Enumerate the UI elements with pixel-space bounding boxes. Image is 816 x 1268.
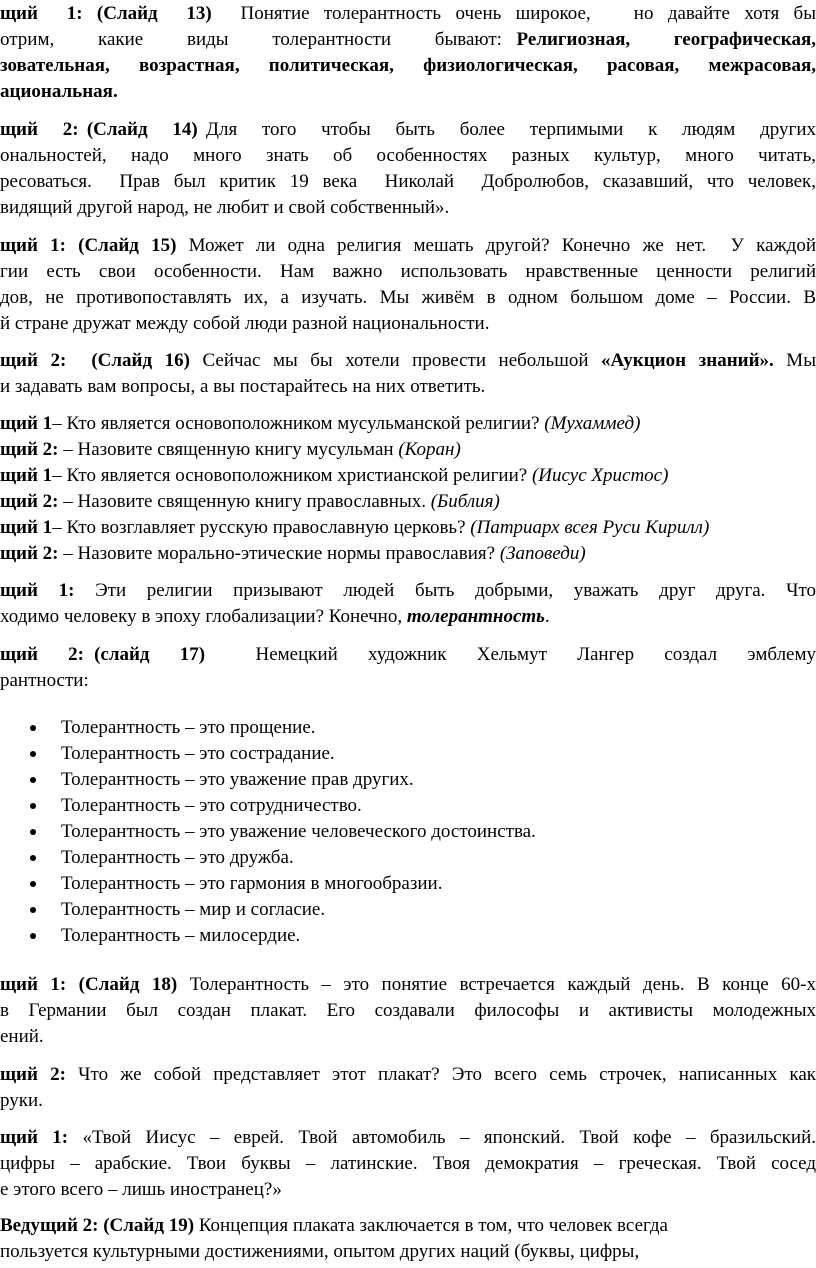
list-item: [0, 742, 816, 768]
answer-text: (Коран): [398, 439, 461, 460]
line-text: Для того чтобы быть более терпимыми к людям других: [197, 119, 816, 140]
answer-text: (Патриарх всея Руси Кирилл): [470, 517, 710, 538]
text-line: ений.: [0, 1026, 44, 1047]
bullet-icon: [30, 725, 36, 731]
list-item-text: Толерантность – мир и согласие.: [61, 899, 326, 920]
qa-line: [0, 490, 816, 516]
text-line: [0, 234, 816, 260]
list-item: [0, 794, 816, 820]
list-item: [0, 716, 816, 742]
text-line: гии есть свои особенности. Нам важно использовать нравственные ценности религий: [0, 261, 816, 282]
speaker-label: щий 1: [0, 517, 53, 538]
speaker-label: щий 1: (Слайд 18): [0, 974, 178, 995]
list-item-text: Толерантность – это дружба.: [61, 847, 294, 868]
text-line: й стране дружат между собой люди разной национальности.: [0, 313, 490, 334]
answer-text: (Библия): [430, 491, 500, 512]
speaker-label: щий 1:: [0, 580, 75, 601]
line-text: Концепция плаката заключается в том, что человек всегда: [194, 1215, 668, 1236]
text-line: ациональная.: [0, 81, 118, 102]
line-text: ходимо человеку в эпоху глобализации? Конечно,: [0, 606, 407, 627]
question-text: – Назовите священную книгу православных.: [58, 491, 431, 512]
list-item-text: Толерантность – это гармония в многообразии.: [61, 873, 443, 894]
question-text: – Кто возглавляет русскую православную церковь?: [52, 517, 471, 538]
text-line: [0, 643, 816, 669]
line-text: Сейчас мы бы хотели провести небольшой: [189, 350, 602, 371]
answer-text: (Иисус Христос): [531, 465, 669, 486]
list-item: [0, 846, 816, 872]
text-line: [0, 118, 816, 144]
line-text: .: [544, 606, 550, 627]
list-item: [0, 820, 816, 846]
text-line: руки.: [0, 1090, 43, 1111]
text-line: [0, 605, 816, 631]
line-text: Мы: [773, 350, 816, 371]
question-text: – Назовите священную книгу мусульман: [58, 439, 399, 460]
question-text: – Кто является основоположником христианской религии?: [52, 465, 532, 486]
text-line: дов, не противопоставлять их, а изучать. Мы живём в одном большом доме – России. В: [0, 287, 816, 308]
speaker-label: щий 2:: [0, 543, 59, 564]
bullet-icon: [30, 829, 36, 835]
qa-line: [0, 542, 816, 568]
speaker-label: щий 1: (Слайд 13): [0, 3, 212, 24]
speaker-label: щий 1: [0, 413, 53, 434]
answer-text: (Заповеди): [499, 543, 586, 564]
speaker-label: щий 1: (Слайд 15): [0, 235, 177, 256]
bullet-icon: [30, 751, 36, 757]
auction-title: «Аукцион знаний».: [601, 350, 774, 371]
list-item: [0, 924, 816, 950]
qa-line: [0, 516, 816, 542]
list-item: [0, 872, 816, 898]
text-line: пользуется культурными достижениями, опытом других наций (буквы, цифры,: [0, 1241, 640, 1262]
answer-text: (Мухаммед): [544, 413, 641, 434]
bullet-icon: [30, 933, 36, 939]
speaker-label: щий 2:: [0, 439, 59, 460]
tolerance-types: Религиозная, географическая,: [516, 29, 816, 50]
qa-line: [0, 438, 816, 464]
list-item: [0, 768, 816, 794]
list-item-text: Толерантность – это сотрудничество.: [61, 795, 362, 816]
bullet-icon: [30, 777, 36, 783]
list-item-text: Толерантность – это уважение прав других.: [61, 769, 414, 790]
question-text: – Назовите морально-этические нормы православия?: [58, 543, 500, 564]
text-line: видящий другой народ, не любит и свой собственный».: [0, 197, 450, 218]
speaker-label: щий 1: [0, 465, 53, 486]
text-line: е этого всего – лишь иностранец?»: [0, 1179, 282, 1200]
bullet-icon: [30, 881, 36, 887]
qa-line: [0, 464, 816, 490]
speaker-label: щий 2:: [0, 491, 59, 512]
line-text: Толерантность – это понятие встречается каждый день. В конце 60-х: [177, 974, 816, 995]
line-text: Эти религии призывают людей быть добрыми, уважать друг друга. Что: [74, 580, 816, 601]
text-line: зовательная, возрастная, политическая, физиологическая, расовая, межрасовая,: [0, 55, 816, 76]
speaker-label: щий 1:: [0, 1127, 69, 1148]
line-text: Может ли одна религия мешать другой? Конечно же нет. У каждой: [176, 235, 816, 256]
text-line: и задавать вам вопросы, а вы постарайтесь на них ответить.: [0, 376, 486, 397]
text-line: [0, 973, 816, 999]
text-line: в Германии был создан плакат. Его создавали философы и активисты молодежных: [0, 1000, 816, 1021]
bullet-icon: [30, 803, 36, 809]
list-item-text: Толерантность – милосердие.: [61, 925, 301, 946]
speaker-label: щий 2: (слайд 17): [0, 644, 206, 665]
text-line: рантности:: [0, 670, 89, 691]
text-line: [0, 28, 816, 54]
text-line: цифры – арабские. Твои буквы – латинские. Твоя демократия – греческая. Твой сосед: [0, 1153, 816, 1174]
text-line: [0, 2, 816, 28]
line-text: «Твой Иисус – еврей. Твой автомобиль – японский. Твой кофе – бразильский.: [68, 1127, 816, 1148]
line-text: отрим, какие виды толерантности бывают:: [0, 29, 517, 50]
list-item: [0, 898, 816, 924]
text-line: [0, 1126, 816, 1152]
speaker-label: щий 2: (Слайд 14): [0, 119, 198, 140]
list-item-text: Толерантность – это сострадание.: [61, 743, 335, 764]
question-text: – Кто является основоположником мусульманской религии?: [52, 413, 545, 434]
list-item-text: Толерантность – это прощение.: [61, 717, 316, 738]
line-text: Понятие толерантность очень широкое, но давайте хотя бы: [211, 3, 816, 24]
text-line: [0, 1214, 816, 1240]
text-line: [0, 1063, 816, 1089]
list-item-text: Толерантность – это уважение человеческого достоинства.: [61, 821, 536, 842]
text-line: [0, 349, 816, 375]
qa-line: [0, 412, 816, 438]
text-line: ональностей, надо много знать об особенностях разных культур, много читать,: [0, 145, 816, 166]
speaker-label: щий 2: (Слайд 16): [0, 350, 190, 371]
line-text: Немецкий художник Хельмут Лангер создал эмблему: [205, 644, 816, 665]
speaker-label: Ведущий 2: (Слайд 19): [0, 1215, 195, 1236]
text-line: [0, 579, 816, 605]
speaker-label: щий 2:: [0, 1064, 66, 1085]
bullet-icon: [30, 855, 36, 861]
bullet-icon: [30, 907, 36, 913]
text-line: ресоваться. Прав был критик 19 века Николай Добролюбов, сказавший, что человек,: [0, 171, 816, 192]
line-text: Что же собой представляет этот плакат? Это всего семь строчек, написанных как: [65, 1064, 816, 1085]
emphasis-word: толерантность: [406, 606, 545, 627]
